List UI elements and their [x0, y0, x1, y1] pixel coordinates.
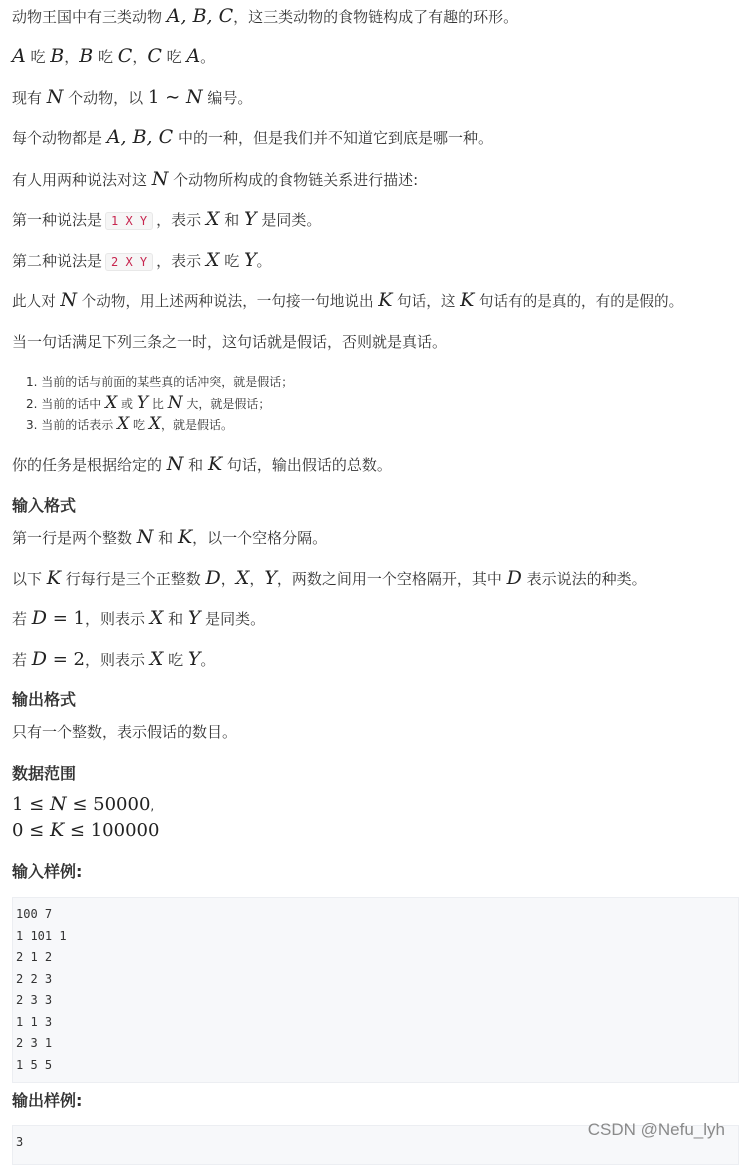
- list-item: 1. 当前的话与前面的某些真的话冲突，就是假话；: [26, 375, 294, 389]
- list-item: 3. 当前的话表示 X 吃 X，就是假话。: [26, 414, 233, 434]
- input-format-line-4: 若 D = 2，则表示 X 吃 Y。: [12, 648, 216, 670]
- code-line: 1 101 1: [16, 928, 67, 943]
- statement-type-1: 第一种说法是 1 X Y ，表示 X 和 Y 是同类。: [12, 208, 322, 230]
- intro-paragraph-1: 动物王国中有三类动物 A, B, C，这三类动物的食物链构成了有趣的环形。: [12, 5, 519, 27]
- code-line: 3: [16, 1135, 24, 1149]
- list-item: 2. 当前的话中 X 或 Y 比 N 大，就是假话；: [26, 393, 271, 413]
- intro-paragraph-9: 当一句话满足下列三条之一时，这句话就是假话，否则就是真话。: [12, 333, 448, 351]
- statement-type-2: 第二种说法是 2 X Y ，表示 X 吃 Y。: [12, 249, 272, 271]
- section-heading-sample-input: 输入样例:: [12, 862, 83, 881]
- intro-paragraph-4: 每个动物都是 A, B, C 中的一种，但是我们并不知道它到底是哪一种。: [12, 126, 493, 148]
- section-heading-input-format: 输入格式: [12, 496, 77, 515]
- section-heading-output-format: 输出格式: [12, 690, 77, 709]
- sample-input-code-block: [12, 897, 739, 1083]
- range-line-1: 1 ≤ N ≤ 50000,: [12, 793, 155, 815]
- code-line: 1 1 3: [16, 1014, 53, 1029]
- input-format-line-2: 以下 K 行每行是三个正整数 D，X，Y，两数之间用一个空格隔开，其中 D 表示说法的种类。: [12, 567, 647, 589]
- output-format-text: 只有一个整数，表示假话的数目。: [12, 723, 238, 741]
- code-line: 100 7: [16, 907, 53, 921]
- inline-code: 1 X Y: [105, 212, 153, 230]
- code-line: 2 3 3: [16, 993, 53, 1007]
- code-line: 2 2 3: [16, 971, 53, 986]
- intro-paragraph-2: A 吃 B，B 吃 C，C 吃 A。: [12, 45, 216, 67]
- range-line-2: 0 ≤ K ≤ 100000: [12, 819, 160, 841]
- input-format-line-1: 第一行是两个整数 N 和 K，以一个空格分隔。: [12, 526, 328, 548]
- watermark: CSDN @Nefu_lyh: [587, 1120, 725, 1139]
- inline-code: 2 X Y: [105, 253, 153, 271]
- code-line: 2 1 2: [16, 950, 53, 964]
- intro-paragraph-5: 有人用两种说法对这 N 个动物所构成的食物链关系进行描述:: [12, 168, 419, 190]
- code-line: 1 5 5: [16, 1057, 53, 1072]
- intro-paragraph-10: 你的任务是根据给定的 N 和 K 句话，输出假话的总数。: [12, 453, 392, 475]
- input-format-line-3: 若 D = 1，则表示 X 和 Y 是同类。: [12, 607, 266, 629]
- intro-paragraph-3: 现有 N 个动物，以 1 ∼ N 编号。: [12, 86, 253, 108]
- section-heading-data-range: 数据范围: [12, 764, 77, 783]
- intro-paragraph-8: 此人对 N 个动物，用上述两种说法，一句接一句地说出 K 句话，这 K 句话有的是真的，有的是假的。: [12, 289, 684, 311]
- code-line: 2 3 1: [16, 1036, 53, 1050]
- section-heading-sample-output: 输出样例:: [12, 1091, 83, 1110]
